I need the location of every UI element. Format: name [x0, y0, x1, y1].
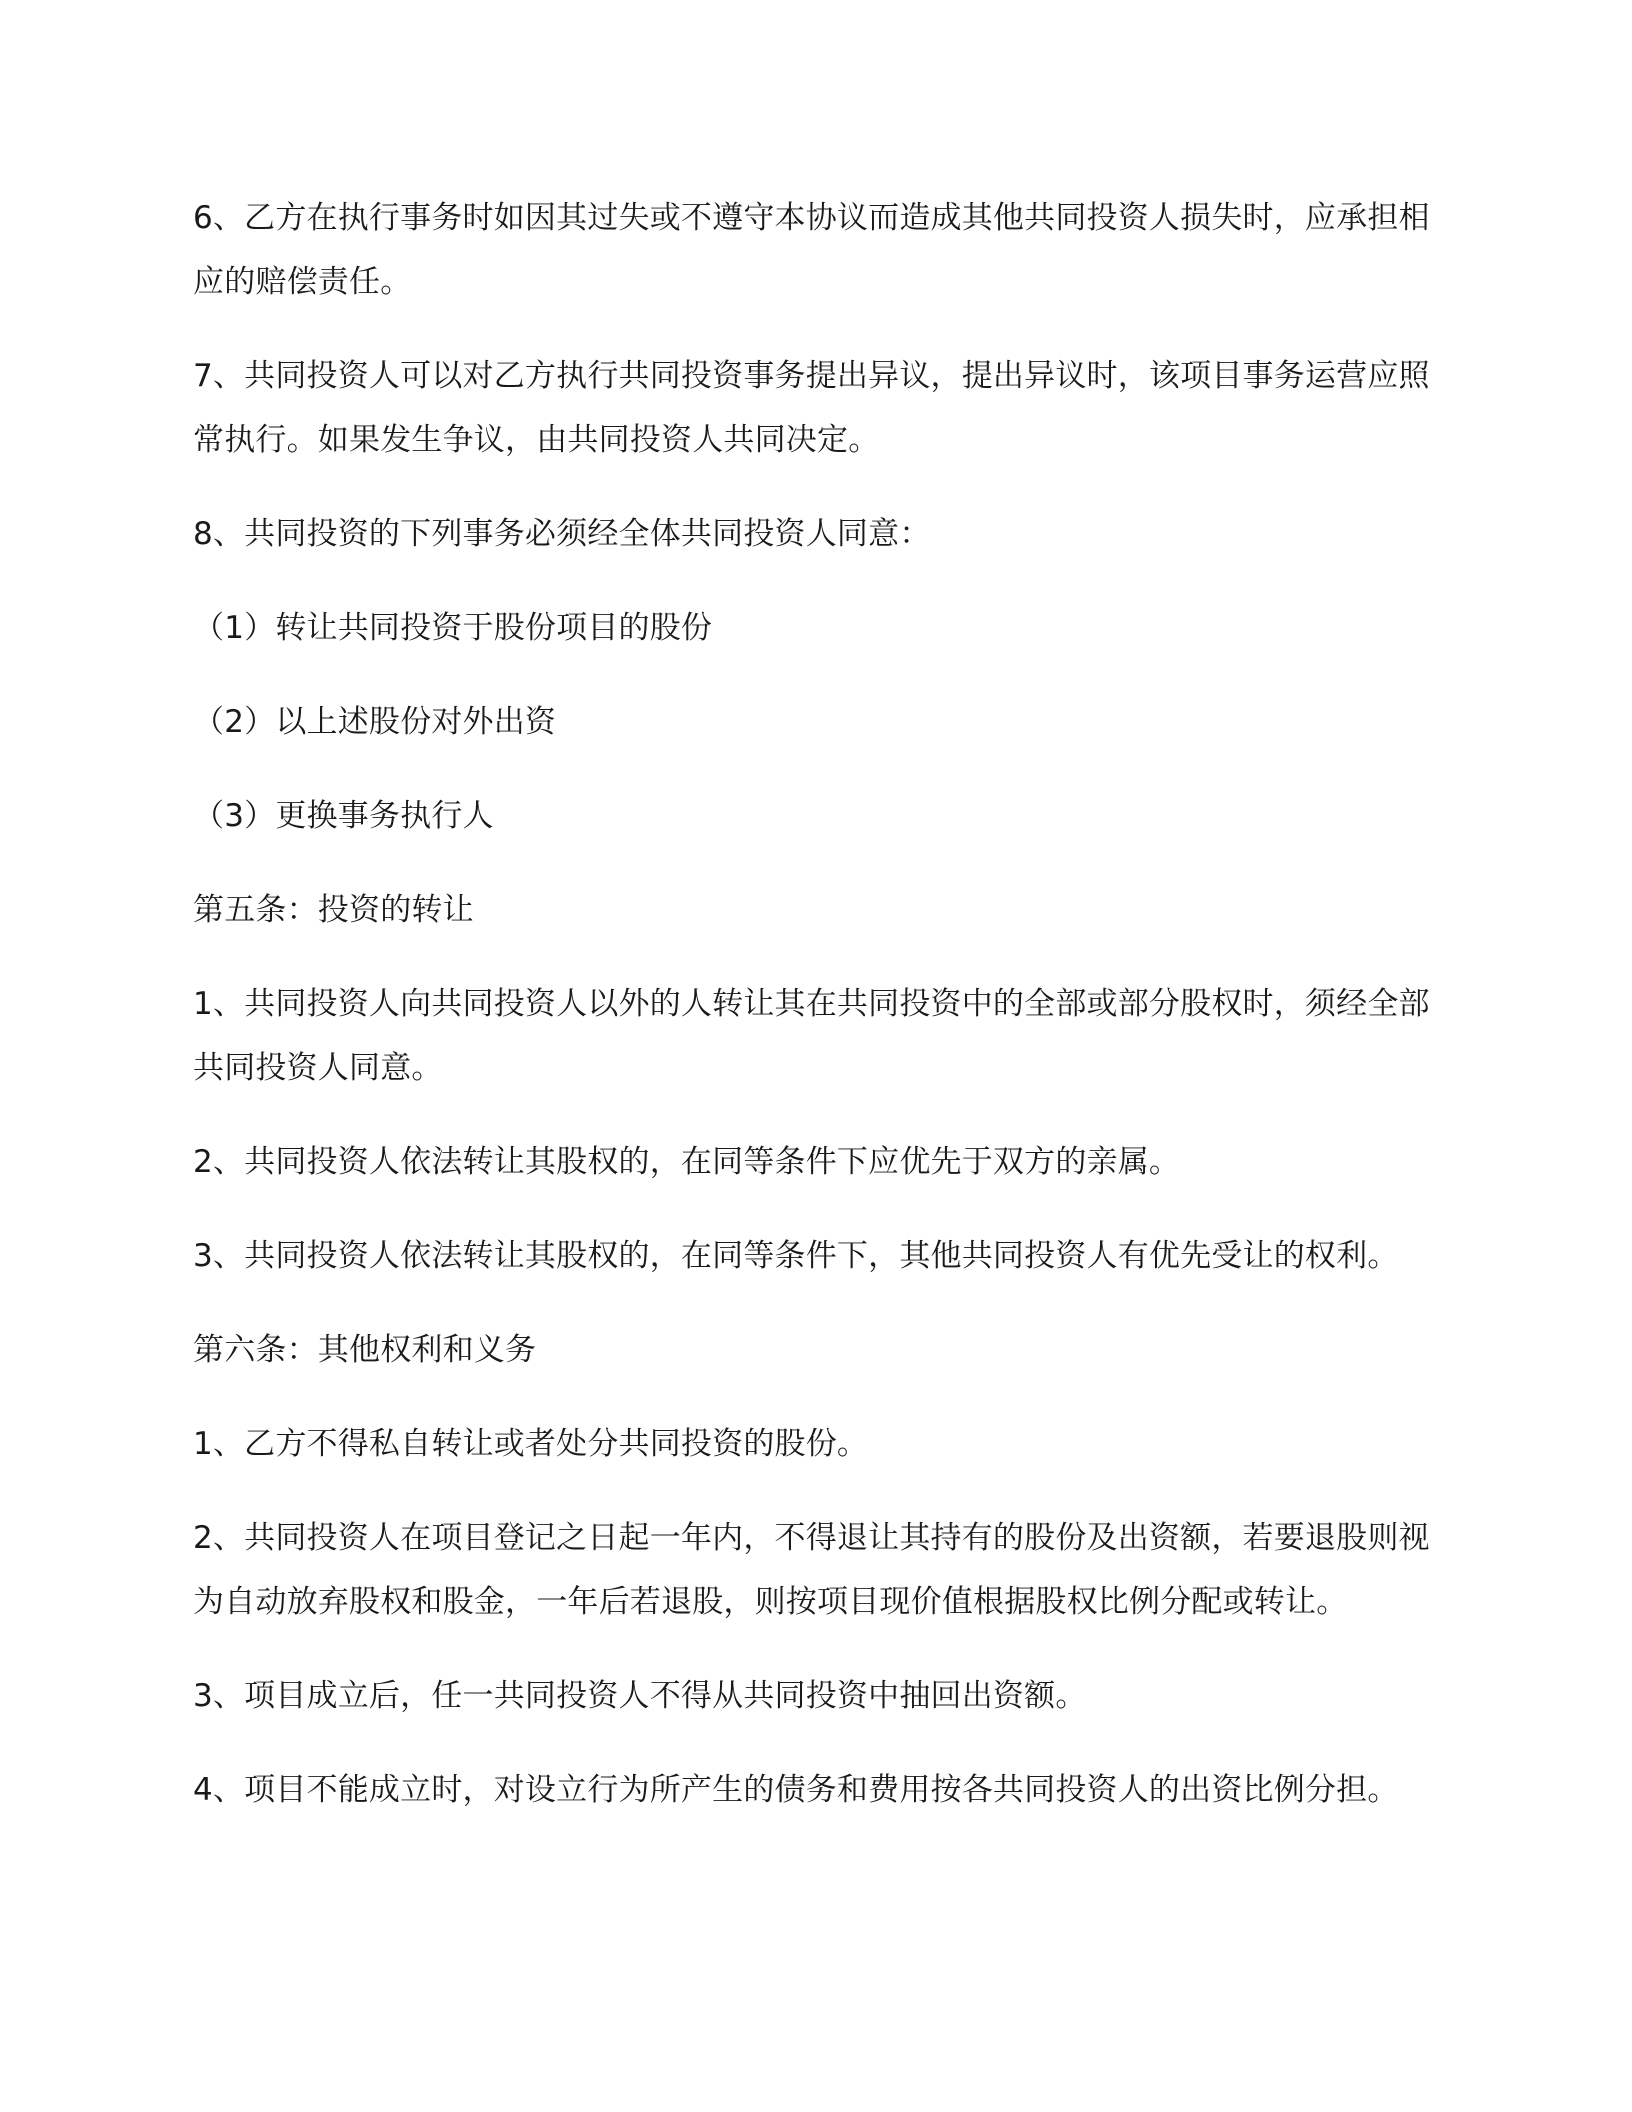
rights-clause-4: 4、项目不能成立时，对设立行为所产生的债务和费用按各共同投资人的出资比例分担。 — [193, 1772, 1399, 1808]
spacer — [193, 1382, 1443, 1412]
document-body — [193, 186, 1443, 1822]
list-item-3: （3）更换事务执行人 — [193, 798, 494, 834]
spacer — [193, 848, 1443, 878]
clause-6-paragraph: 6、乙方在执行事务时如因其过失或不遵守本协议而造成其他共同投资人损失时，应承担相应的赔偿责任。 — [193, 200, 1430, 300]
transfer-clause-3: 3、共同投资人依法转让其股权的，在同等条件下，其他共同投资人有优先受让的权利。 — [193, 1238, 1399, 1274]
spacer — [193, 660, 1443, 690]
spacer — [193, 1194, 1443, 1224]
spacer — [193, 1728, 1443, 1758]
spacer — [193, 1288, 1443, 1318]
rights-clause-2: 2、共同投资人在项目登记之日起一年内，不得退让其持有的股份及出资额，若要退股则视为自动放弃股权和股金，一年后若退股，则按项目现价值根据股权比例分配或转让。 — [193, 1520, 1430, 1620]
section-heading-article-5: 第五条：投资的转让 — [193, 892, 474, 928]
clause-8-paragraph: 8、共同投资的下列事务必须经全体共同投资人同意： — [193, 516, 931, 552]
rights-clause-3: 3、项目成立后，任一共同投资人不得从共同投资中抽回出资额。 — [193, 1678, 1087, 1714]
rights-clause-1: 1、乙方不得私自转让或者处分共同投资的股份。 — [193, 1426, 869, 1462]
spacer — [193, 1634, 1443, 1664]
spacer — [193, 1476, 1443, 1506]
spacer — [193, 754, 1443, 784]
transfer-clause-2: 2、共同投资人依法转让其股权的，在同等条件下应优先于双方的亲属。 — [193, 1144, 1181, 1180]
list-item-1: （1）转让共同投资于股份项目的股份 — [193, 610, 713, 646]
clause-7-paragraph: 7、共同投资人可以对乙方执行共同投资事务提出异议，提出异议时，该项目事务运营应照常执行。如果发生争议，由共同投资人共同决定。 — [193, 358, 1430, 458]
spacer — [193, 566, 1443, 596]
spacer — [193, 314, 1443, 344]
spacer — [193, 1100, 1443, 1130]
list-item-2: （2）以上述股份对外出资 — [193, 704, 557, 740]
spacer — [193, 942, 1443, 972]
spacer — [193, 472, 1443, 502]
section-heading-article-6: 第六条：其他权利和义务 — [193, 1332, 537, 1368]
transfer-clause-1: 1、共同投资人向共同投资人以外的人转让其在共同投资中的全部或部分股权时，须经全部共同投资人同意。 — [193, 986, 1430, 1086]
